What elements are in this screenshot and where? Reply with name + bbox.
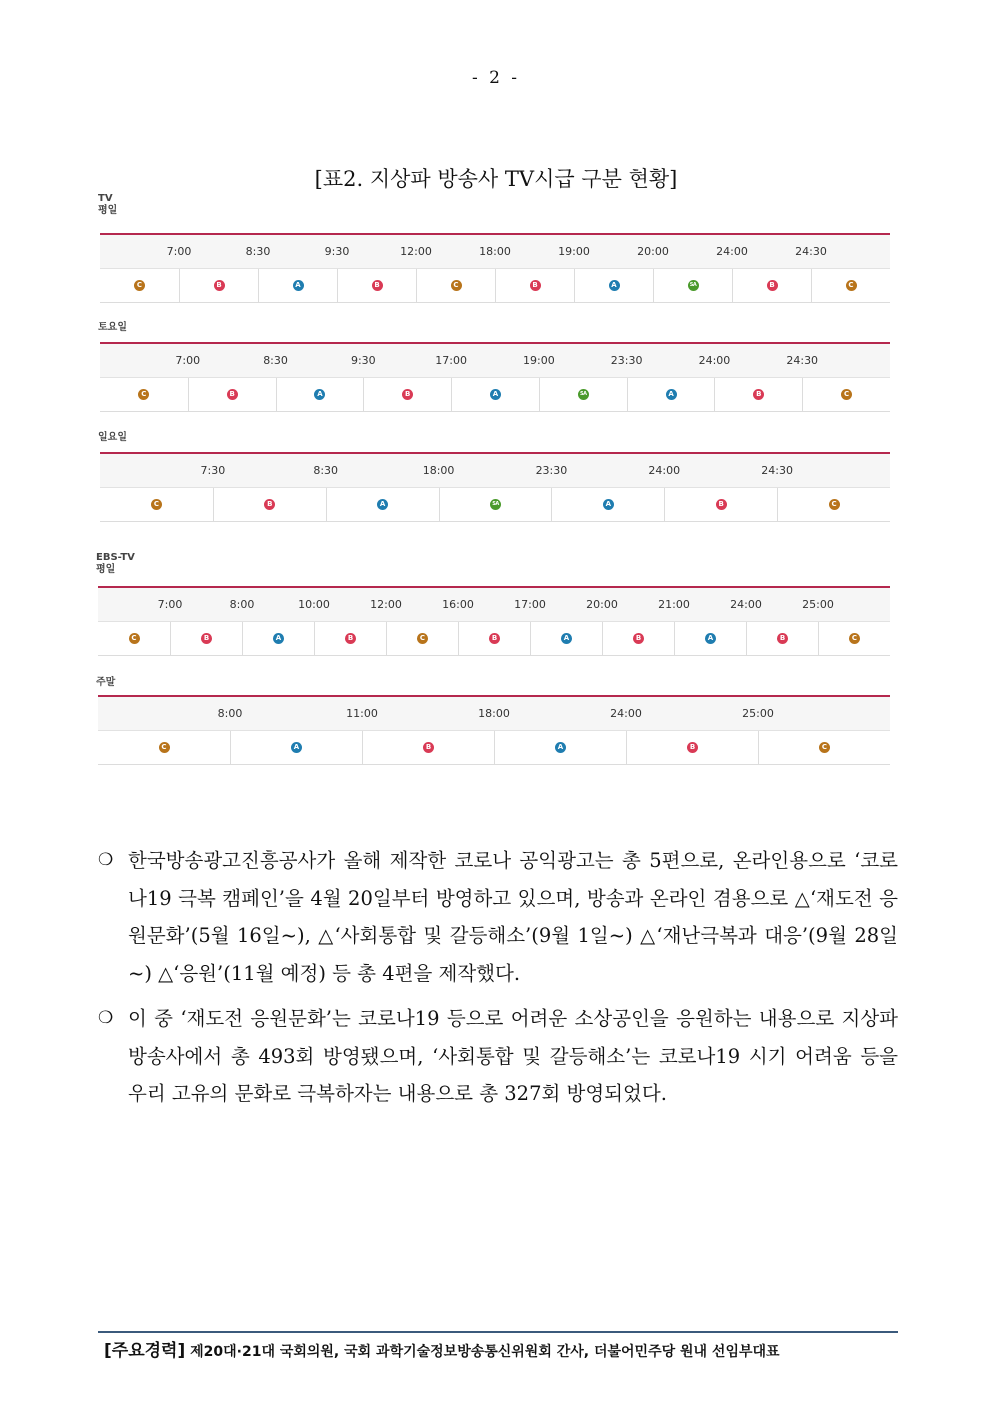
grade-badge-icon: C xyxy=(849,633,860,644)
grade-badge-icon: C xyxy=(151,499,162,510)
grade-cell xyxy=(314,622,386,655)
grade-cell xyxy=(494,731,626,764)
time-label: 24:00 xyxy=(698,354,731,367)
grade-badge-icon: C xyxy=(846,280,857,291)
grade-cell xyxy=(337,269,416,302)
grade-row xyxy=(100,487,890,522)
grade-badge-icon: C xyxy=(138,389,149,400)
time-label: 9:30 xyxy=(350,354,376,367)
grade-badge-icon: C xyxy=(134,280,145,291)
time-label: 20:00 xyxy=(637,245,669,258)
grade-cell xyxy=(732,269,811,302)
grade-badge-icon: B xyxy=(423,742,434,753)
time-label: 8:30 xyxy=(245,245,271,258)
grade-cell xyxy=(602,622,674,655)
grade-row xyxy=(100,268,890,303)
grade-cell xyxy=(777,488,890,521)
grade-badge-icon: B xyxy=(753,389,764,400)
grade-cell xyxy=(811,269,890,302)
time-row xyxy=(98,586,890,622)
grade-cell xyxy=(170,622,242,655)
bullet-icon: ❍ xyxy=(98,1008,114,1028)
time-label: 19:00 xyxy=(523,354,555,367)
grade-cell xyxy=(188,378,276,411)
time-label: 8:00 xyxy=(229,598,255,611)
time-row xyxy=(98,695,890,731)
time-label: 9:30 xyxy=(324,245,350,258)
grade-badge-icon: A xyxy=(666,389,677,400)
grade-cell xyxy=(386,622,458,655)
bullet-paragraph xyxy=(98,1000,898,1113)
schedule-label-line: 일요일 xyxy=(98,432,127,443)
grade-badge-icon: B xyxy=(214,280,225,291)
time-label: 18:00 xyxy=(478,707,510,720)
time-label: 11:00 xyxy=(346,707,378,720)
schedule-label xyxy=(96,677,115,689)
grade-badge-icon: A xyxy=(603,499,614,510)
grade-badge-icon: C xyxy=(417,633,428,644)
grade-badge-icon: A xyxy=(490,389,501,400)
grade-cell xyxy=(627,378,715,411)
time-label: 12:00 xyxy=(400,245,432,258)
time-label: 16:00 xyxy=(442,598,474,611)
grade-badge-icon: A xyxy=(561,633,572,644)
grade-badge-icon: C xyxy=(129,633,140,644)
grade-cell xyxy=(539,378,627,411)
footer-key: [주요경력] xyxy=(104,1341,186,1361)
grade-cell xyxy=(363,378,451,411)
bullet-icon: ❍ xyxy=(98,850,114,870)
grade-badge-icon: B xyxy=(687,742,698,753)
schedule-label-line: 주말 xyxy=(96,677,116,688)
schedule-label-line: EBS-TV xyxy=(96,552,135,563)
grade-badge-icon: A xyxy=(273,633,284,644)
time-label: 17:00 xyxy=(435,354,467,367)
grade-badge-icon: SA xyxy=(490,499,501,510)
grade-cell xyxy=(98,622,170,655)
grade-cell xyxy=(746,622,818,655)
grade-cell xyxy=(551,488,664,521)
schedule-label xyxy=(98,322,127,334)
grade-cell xyxy=(100,378,188,411)
grade-badge-icon: C xyxy=(829,499,840,510)
grade-cell xyxy=(326,488,439,521)
grade-cell xyxy=(451,378,539,411)
time-label: 21:00 xyxy=(658,598,690,611)
grade-cell xyxy=(653,269,732,302)
grade-badge-icon: A xyxy=(705,633,716,644)
schedule-label-line: TV xyxy=(98,193,113,204)
time-row xyxy=(100,452,890,488)
schedule-label-line: 평일 xyxy=(98,205,118,216)
time-label: 7:00 xyxy=(175,354,201,367)
time-label: 7:00 xyxy=(157,598,183,611)
grade-badge-icon: B xyxy=(767,280,778,291)
time-label: 24:00 xyxy=(716,245,748,258)
grade-cell xyxy=(530,622,602,655)
grade-badge-icon: A xyxy=(555,742,566,753)
time-label: 24:00 xyxy=(610,707,642,720)
time-label: 8:00 xyxy=(217,707,243,720)
grade-cell xyxy=(574,269,653,302)
footer-divider xyxy=(98,1331,898,1333)
grade-cell xyxy=(213,488,326,521)
grade-cell xyxy=(416,269,495,302)
time-label: 19:00 xyxy=(558,245,590,258)
time-row xyxy=(100,233,890,269)
time-label: 23:30 xyxy=(610,354,643,367)
grade-cell xyxy=(98,731,230,764)
grade-cell xyxy=(276,378,364,411)
bullet-paragraph xyxy=(98,842,898,992)
grade-badge-icon: B xyxy=(716,499,727,510)
grade-badge-icon: C xyxy=(451,280,462,291)
schedule-label xyxy=(98,193,117,217)
grade-badge-icon: A xyxy=(609,280,620,291)
time-label: 10:00 xyxy=(298,598,330,611)
grade-cell xyxy=(626,731,758,764)
grade-cell xyxy=(495,269,574,302)
grade-cell xyxy=(818,622,890,655)
time-row xyxy=(100,342,890,378)
time-label: 12:00 xyxy=(370,598,402,611)
paragraph-text: 한국방송광고진흥공사가 올해 제작한 코로나 공익광고는 총 5편으로, 온라인용으로 ‘코로나19 극복 캠페인’을 4월 20일부터 방영하고 있으며, 방송과 온라인 겸용으로 △‘재도전 응원문화’(5월 16일~), △‘사회통합 및 갈등해소’(9월 1일~) △‘재난극복과 대응’(9월 28일~) △‘응원’(11월 예정) 등 총 4편을 제작했다. xyxy=(128,849,898,985)
grade-badge-icon: B xyxy=(489,633,500,644)
grade-badge-icon: B xyxy=(777,633,788,644)
time-label: 8:30 xyxy=(263,354,288,367)
time-label: 7:30 xyxy=(200,464,226,477)
grade-badge-icon: A xyxy=(314,389,325,400)
grade-cell xyxy=(179,269,258,302)
time-label: 24:00 xyxy=(648,464,681,477)
grade-badge-icon: C xyxy=(159,742,170,753)
time-label: 20:00 xyxy=(586,598,618,611)
grade-cell xyxy=(230,731,362,764)
time-label: 23:30 xyxy=(535,464,568,477)
footer xyxy=(104,1336,780,1361)
schedule-label xyxy=(96,552,135,576)
grade-badge-icon: A xyxy=(293,280,304,291)
grade-badge-icon: B xyxy=(264,499,275,510)
grade-badge-icon: B xyxy=(530,280,541,291)
grade-cell xyxy=(100,269,179,302)
grade-badge-icon: C xyxy=(841,389,852,400)
paragraph-text: 이 중 ‘재도전 응원문화’는 코로나19 등으로 어려운 소상공인을 응원하는 내용으로 지상파 방송사에서 총 493회 방영됐으며, ‘사회통합 및 갈등해소’는 코로나19 시기 어려움 등을 우리 고유의 문화로 극복하자는 내용으로 총 327회 방영되었다. xyxy=(128,1007,898,1105)
grade-badge-icon: SA xyxy=(688,280,699,291)
time-label: 17:00 xyxy=(514,598,546,611)
time-label: 24:00 xyxy=(730,598,762,611)
grade-badge-icon: B xyxy=(227,389,238,400)
grade-cell xyxy=(664,488,777,521)
page-number: - 2 - xyxy=(471,68,521,88)
time-label: 8:30 xyxy=(313,464,339,477)
time-label: 7:00 xyxy=(166,245,192,258)
body-text xyxy=(98,842,898,1121)
grade-badge-icon: C xyxy=(819,742,830,753)
time-label: 24:30 xyxy=(786,354,819,367)
schedule-label xyxy=(98,432,127,444)
time-label: 18:00 xyxy=(422,464,455,477)
grade-cell xyxy=(362,731,494,764)
grade-cell xyxy=(242,622,314,655)
footer-text: 제20대·21대 국회의원, 국회 과학기술정보방송통신위원회 간사, 더불어민주당 원내 선임부대표 xyxy=(190,1344,780,1360)
grade-cell xyxy=(458,622,530,655)
grade-cell xyxy=(674,622,746,655)
grade-cell xyxy=(439,488,552,521)
table-title: [표2. 지상파 방송사 TV시급 구분 현황] xyxy=(314,167,678,191)
grade-badge-icon: A xyxy=(291,742,302,753)
grade-cell xyxy=(100,488,213,521)
time-label: 24:30 xyxy=(761,464,793,477)
time-label: 24:30 xyxy=(795,245,827,258)
grade-row xyxy=(98,730,890,765)
grade-row xyxy=(100,377,890,412)
schedule-label-line: 평일 xyxy=(96,564,116,575)
time-label: 18:00 xyxy=(479,245,511,258)
grade-badge-icon: B xyxy=(345,633,356,644)
grade-badge-icon: B xyxy=(372,280,383,291)
schedule-label-line: 토요일 xyxy=(98,322,127,333)
time-label: 25:00 xyxy=(742,707,774,720)
grade-badge-icon: B xyxy=(201,633,212,644)
grade-badge-icon: B xyxy=(402,389,413,400)
time-label: 25:00 xyxy=(802,598,834,611)
grade-badge-icon: B xyxy=(633,633,644,644)
grade-row xyxy=(98,621,890,656)
grade-cell xyxy=(714,378,802,411)
grade-badge-icon: A xyxy=(377,499,388,510)
grade-cell xyxy=(258,269,337,302)
grade-cell xyxy=(758,731,890,764)
grade-badge-icon: SA xyxy=(578,389,589,400)
grade-cell xyxy=(802,378,890,411)
